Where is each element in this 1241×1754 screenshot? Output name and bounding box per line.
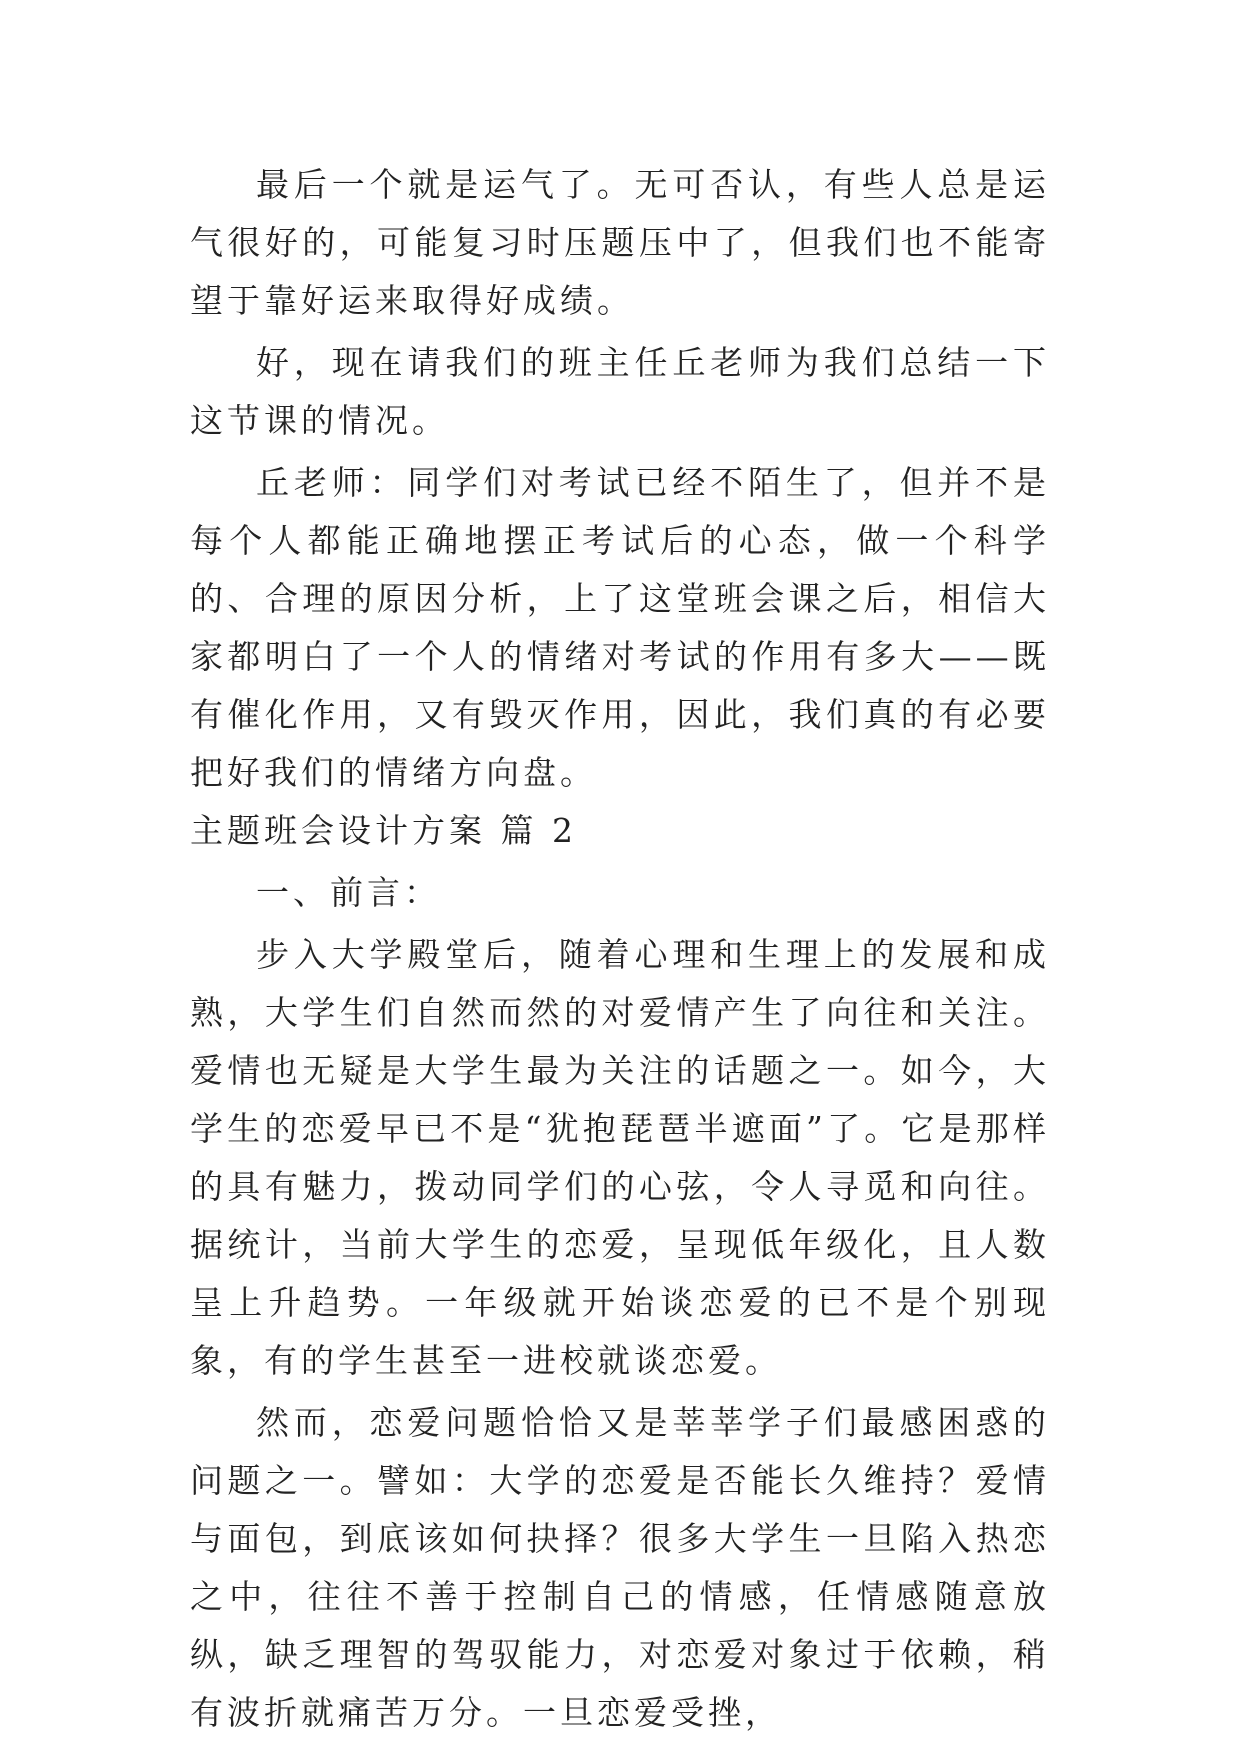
paragraph-college-love: 步入大学殿堂后，随着心理和生理上的发展和成熟，大学生们自然而然的对爱情产生了向往和关注。爱情也无疑是大学生最为关注的话题之一。如今，大学生的恋爱早已不是“犹抱琵琶半遮面”了。它是那样的具有魅力，拨动同学们的心弦，令人寻觅和向往。据统计，当前大学生的恋爱，呈现低年级化，且人数呈上升趋势。一年级就开始谈恋爱的已不是个别现象，有的学生甚至一进校就谈恋爱。 [190,935,1050,1380]
section-title: 主题班会设计方案 篇 2 [190,811,577,850]
document-body [190,156,1050,1742]
paragraph-teacher-summary: 丘老师：同学们对考试已经不陌生了，但并不是每个人都能正确地摆正考试后的心态，做一个科学的、合理的原因分析，上了这堂班会课之后，相信大家都明白了一个人的情绪对考试的作用有多大——既有催化作用，又有毁灭作用，因此，我们真的有必要把好我们的情绪方向盘。 [190,463,1050,792]
paragraph-luck: 最后一个就是运气了。无可否认，有些人总是运气很好的，可能复习时压题压中了，但我们也不能寄望于靠好运来取得好成绩。 [190,165,1050,320]
paragraph-preface-heading: 一、前言： [256,873,441,912]
paragraph-love-confusion: 然而，恋爱问题恰恰又是莘莘学子们最感困惑的问题之一。譬如：大学的恋爱是否能长久维持？爱情与面包，到底该如何抉择？很多大学生一旦陷入热恋之中，往往不善于控制自己的情感，任情感随意放纵，缺乏理智的驾驭能力，对恋爱对象过于依赖，稍有波折就痛苦万分。一旦恋爱受挫， [190,1403,1050,1732]
paragraph-teacher-intro: 好，现在请我们的班主任丘老师为我们总结一下这节课的情况。 [190,343,1050,440]
